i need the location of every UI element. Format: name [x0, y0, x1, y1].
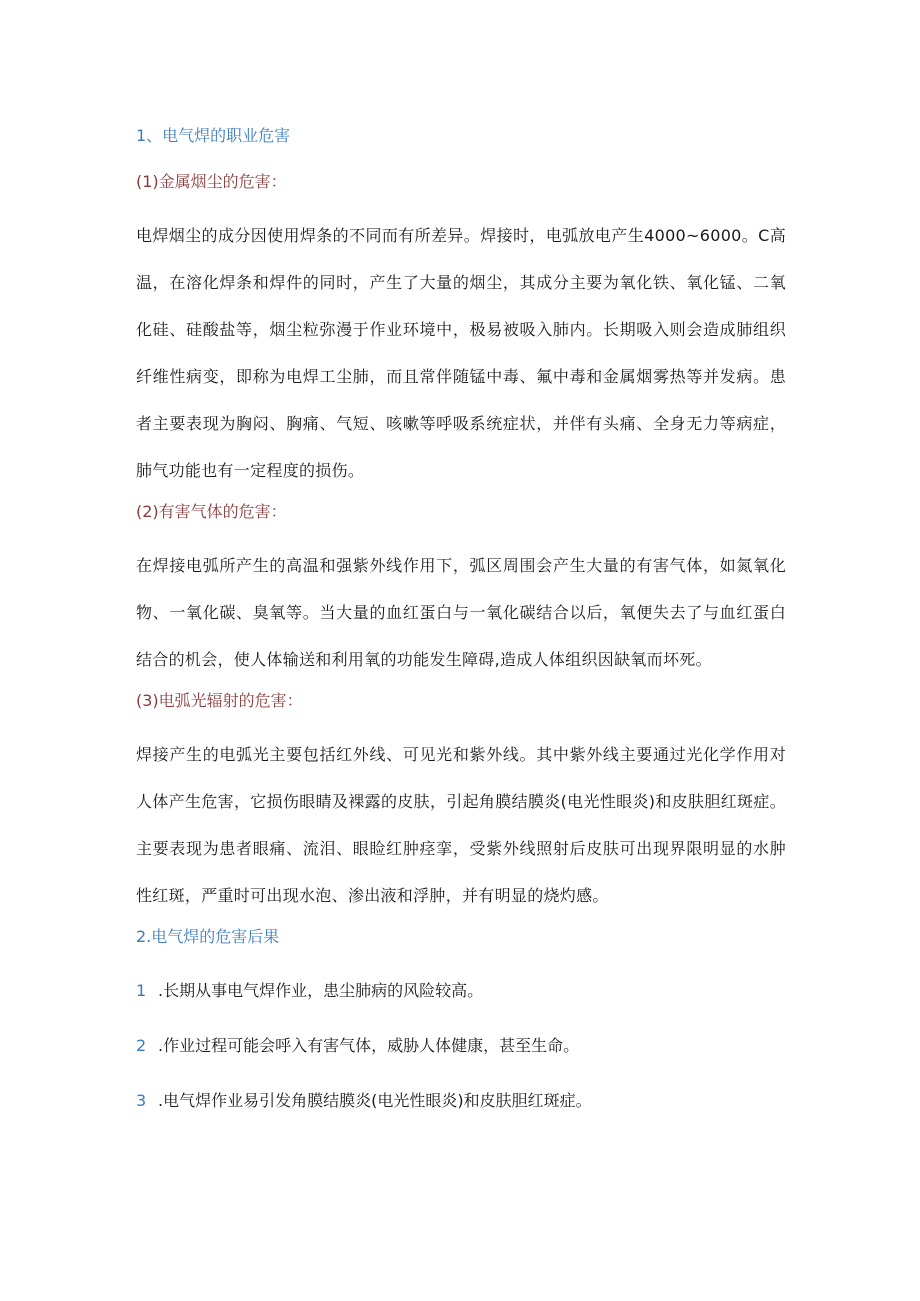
list-item-number: 1	[136, 981, 147, 1000]
list-item-text: .作业过程可能会呼入有害气体，威胁人体健康，甚至生命。	[158, 1036, 580, 1055]
list-item	[136, 1085, 786, 1117]
list-item-text: .长期从事电气焊作业，患尘肺病的风险较高。	[158, 981, 484, 1000]
list-item-number: 2	[136, 1036, 147, 1055]
subsection-1-paragraph: 电焊烟尘的成分因使用焊条的不同而有所差异。焊接时，电弧放电产生4000~6000。C高温，在溶化焊条和焊件的同时，产生了大量的烟尘，其成分主要为氧化铁、氧化锰、二氧化硅、硅酸盐等，烟尘粒弥漫于作业环境中，极易被吸入肺内。长期吸入则会造成肺组织纤维性病变，即称为电焊工尘肺，而且常伴随锰中毒、氟中毒和金属烟雾热等并发病。患者主要表现为胸闷、胸痛、气短、咳嗽等呼吸系统症状，并伴有头痛、全身无力等病症，肺气功能也有一定程度的损伤。	[136, 226, 786, 480]
list-item	[136, 1030, 786, 1062]
subsection-3-heading: (3)电弧光辐射的危害：	[136, 691, 303, 710]
subsection-1-heading: (1)金属烟尘的危害：	[136, 172, 287, 191]
section-2-title: 2.电气焊的危害后果	[136, 927, 280, 946]
document-body	[136, 120, 786, 1140]
subsection-2-heading: (2)有害气体的危害：	[136, 502, 287, 521]
list-item-text: .电气焊作业易引发角膜结膜炎(电光性眼炎)和皮肤胆红斑症。	[158, 1091, 592, 1110]
subsection-3-paragraph: 焊接产生的电弧光主要包括红外线、可见光和紫外线。其中紫外线主要通过光化学作用对人体产生危害，它损伤眼睛及裸露的皮肤，引起角膜结膜炎(电光性眼炎)和皮肤胆红斑症。主要表现为患者眼痛、流泪、眼睑红肿痉挛，受紫外线照射后皮肤可出现界限明显的水肿性红斑，严重时可出现水泡、渗出液和浮肿，并有明显的烧灼感。	[136, 745, 786, 905]
section-1-title: 1、电气焊的职业危害	[136, 126, 291, 145]
subsection-2-paragraph: 在焊接电弧所产生的高温和强紫外线作用下，弧区周围会产生大量的有害气体，如氮氧化物、一氧化碳、臭氧等。当大量的血红蛋白与一氧化碳结合以后，氧便失去了与血红蛋白结合的机会，使人体输送和利用氧的功能发生障碍,造成人体组织因缺氧而坏死。	[136, 556, 786, 669]
list-item-number: 3	[136, 1091, 147, 1110]
list-item	[136, 975, 786, 1007]
